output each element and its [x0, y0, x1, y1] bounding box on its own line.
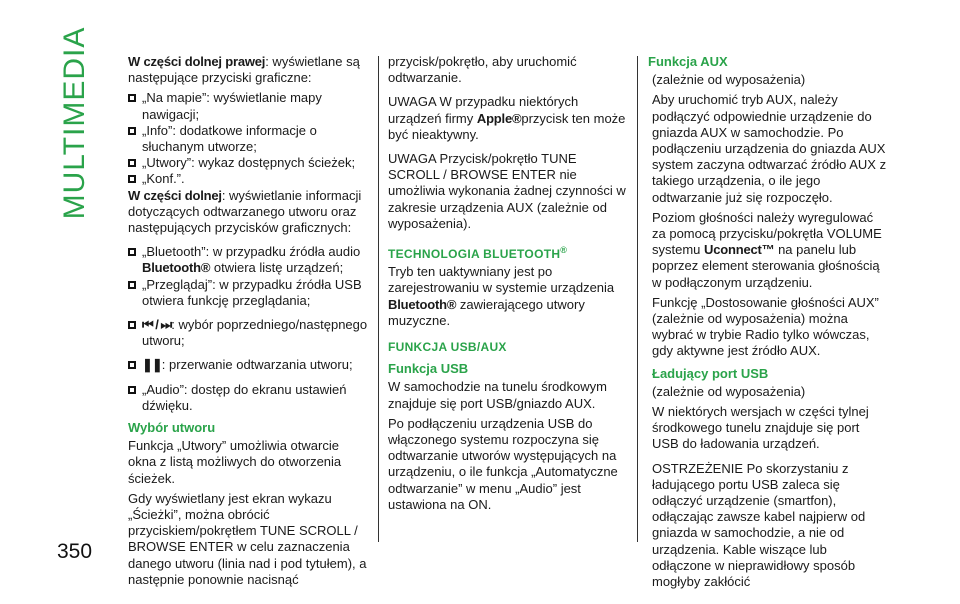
- section-heading-bluetooth: TECHNOLOGIA BLUETOOTH®: [388, 245, 568, 262]
- paragraph: W niektórych wersjach w części tylnej środkowego tunelu znajduje się port USB do ładowania urządzeń.: [652, 404, 869, 452]
- section-title-text: MULTIMEDIA: [58, 26, 91, 220]
- warning-paragraph: OSTRZEŻENIE Po skorzystaniu z ładującego portu USB zaleca się odłączyć urządzenie (smartfon), odłączając zawsze kabel najpierw od gniazda w samochodzie, a nie od urządzenia. Kable wiszące lub odłączone w nieprawidłowy sposób mogłyby zakłócić: [652, 460, 866, 590]
- list-item: „Utwory”: wykaz dostępnych ścieżek;: [128, 155, 368, 171]
- pause-icon: ❚❚: [142, 357, 162, 373]
- subheading-track-selection: Wybór utworu: [128, 420, 216, 436]
- text-column-1: [128, 54, 368, 592]
- list-item: „Na mapie”: wyświetlanie mapy nawigacji;: [128, 90, 368, 122]
- paragraph: Funkcję „Dostosowanie głośności AUX” (zależnie od wyposażenia) można wybrać w trybie Radio tylko wówczas, gdy aktywne jest źródło AUX.: [652, 294, 879, 359]
- paragraph: Po podłączeniu urządzenia USB do włączonego systemu rozpoczyna się odtwarzanie utworów występujących na urządzeniu, o ile funkcja „Automatyczne odtwarzanie” w menu „Audio” jest ustawiona na ON.: [388, 415, 618, 512]
- list-item-audio: „Audio”: dostęp do ekranu ustawień dźwięku.: [128, 382, 368, 414]
- availability-note: (zależnie od wyposażenia): [652, 383, 806, 399]
- subheading-usb: Funkcja USB: [388, 361, 469, 377]
- section-sidebar-title: [40, 26, 110, 220]
- subheading-charging-port: Ładujący port USB: [652, 365, 769, 381]
- subheading-aux: Funkcja AUX: [648, 54, 728, 69]
- list-item: „Info”: dodatkowe informacje o słuchanym utworze;: [128, 123, 368, 155]
- note-paragraph: UWAGA Przycisk/pokrętło TUNE SCROLL / BROWSE ENTER nie umożliwia wykonania żadnej czynności w zakresie urządzenia AUX (zależnie od wyposażenia).: [388, 151, 626, 231]
- paragraph: Tryb ten uaktywniany jest po zarejestrowaniu w systemie urządzenia Bluetooth® zawierającego utwory muzyczne.: [388, 264, 615, 328]
- list-item-bluetooth: „Bluetooth”: w przypadku źródła audio Bluetooth® otwiera listę urządzeń;: [128, 244, 368, 276]
- paragraph: Poziom głośności należy wyregulować za pomocą przycisku/pokrętła VOLUME systemu Uconnect™ na panelu lub poprzez element sterowania głośnością w podłączonym urządzeniu.: [652, 209, 882, 290]
- column-divider: [637, 56, 638, 542]
- list-item-pause: ❚❚: przerwanie odtwarzania utworu;: [128, 357, 368, 373]
- availability-note: (zależnie od wyposażenia): [652, 72, 806, 88]
- list-item-browse: „Przeglądaj”: w przypadku źródła USB otwiera funkcję przeglądania;: [128, 277, 368, 309]
- prev-next-track-icon: ⏮ / ⏭: [142, 317, 172, 333]
- paragraph: przycisk/pokrętło, aby uruchomić odtwarzanie.: [388, 54, 577, 86]
- column-divider: [378, 56, 379, 542]
- page-number: 350: [57, 540, 93, 563]
- section-heading-usb-aux: FUNKCJA USB/AUX: [388, 340, 507, 355]
- paragraph: Funkcja „Utwory” umożliwia otwarcie okna z listą możliwych do otworzenia ścieżek.: [128, 438, 342, 486]
- text-column-2: [388, 54, 628, 517]
- paragraph: W samochodzie na tunelu środkowym znajduje się port USB/gniazdo AUX.: [388, 379, 607, 411]
- paragraph: W części dolnej: wyświetlanie informacji dotyczących odtwarzanego utworu oraz następujących przycisków graficznych:: [128, 187, 362, 236]
- note-paragraph: UWAGA W przypadku niektórych urządzeń firmy Apple®przycisk ten może być nieaktywny.: [388, 94, 626, 142]
- text-column-3: [648, 54, 888, 594]
- list-item: „Konf.”.: [128, 171, 368, 187]
- paragraph: W części dolnej prawej: wyświetlane są następujące przyciski graficzne:: [128, 54, 360, 86]
- paragraph: Gdy wyświetlany jest ekran wykazu „Ścieżki”, można obrócić przyciskiem/pokrętłem TUNE SCROLL / BROWSE ENTER w celu zaznaczenia danego utworu (linia nad i pod tytułem), a następnie ponownie nacisnąć: [128, 490, 367, 587]
- paragraph: Aby uruchomić tryb AUX, należy podłączyć odpowiednie urządzenie do gniazda AUX w samochodzie. Po podłączeniu urządzenia do gniazda AUX system zaczyna odtwarzać źródło AUX z takiego urządzenia, o ile jego odtwarzanie już się rozpoczęło.: [652, 92, 887, 205]
- list-item-prev-next: ⏮ / ⏭: wybór poprzedniego/następnego utworu;: [128, 317, 368, 349]
